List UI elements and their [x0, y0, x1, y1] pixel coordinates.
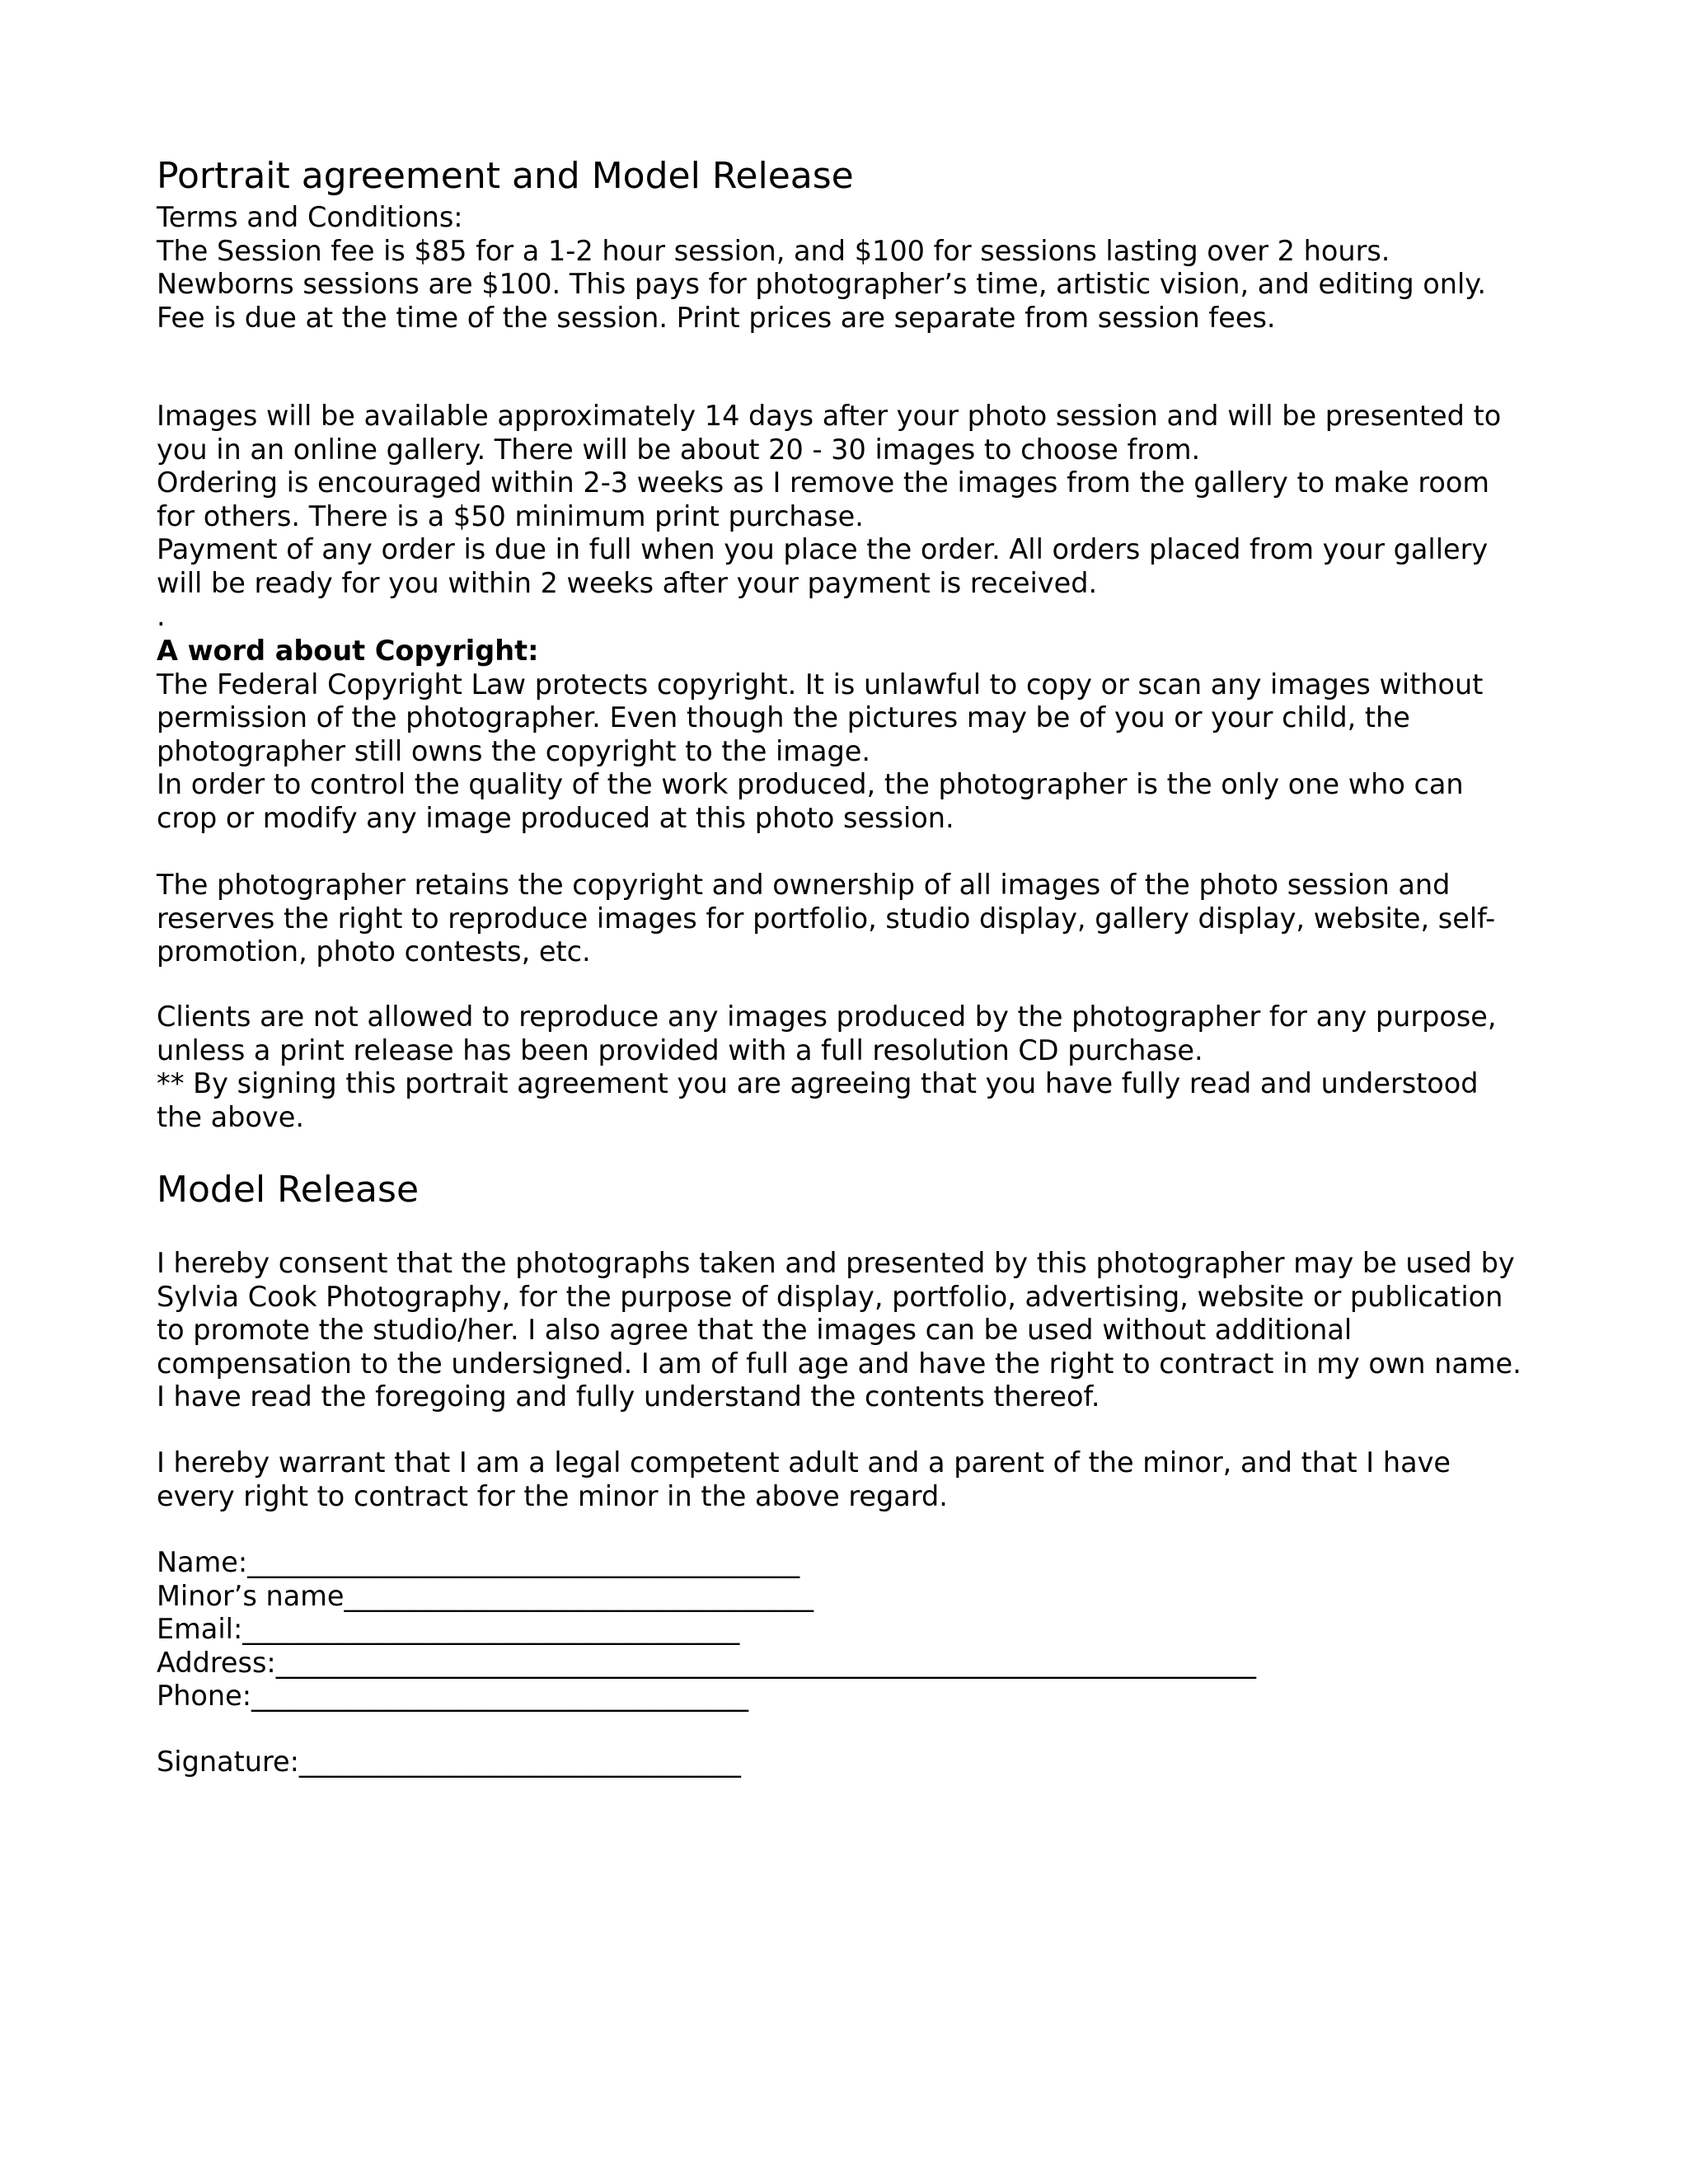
warrant-line: every right to contract for the minor in the above regard. [157, 1479, 948, 1512]
retains-line: promotion, photo contests, etc. [157, 935, 591, 968]
retains-line: The photographer retains the copyright and ownership of all images of the photo session and [157, 869, 1451, 901]
retains-line: reserves the right to reproduce images for portfolio, studio display, gallery display, website, self- [157, 902, 1496, 935]
consent-section [157, 1247, 1522, 1414]
images-line: will be ready for you within 2 weeks after your payment is received. [157, 566, 1098, 599]
consent-line: I hereby consent that the photographs taken and presented by this photographer may be used by [157, 1247, 1515, 1279]
images-line: Images will be available approximately 14 days after your photo session and will be presented to [157, 400, 1502, 432]
consent-line: Sylvia Cook Photography, for the purpose of display, portfolio, advertising, website or publication [157, 1280, 1503, 1313]
consent-line: compensation to the undersigned. I am of full age and have the right to contract in my own name. [157, 1347, 1522, 1380]
terms-line: Newborns sessions are $100. This pays for photographer’s time, artistic vision, and editing only. [157, 268, 1486, 300]
copyright-heading: A word about Copyright: [157, 635, 539, 667]
clients-line: Clients are not allowed to reproduce any images produced by the photographer for any purpose, [157, 1001, 1497, 1033]
consent-line: to promote the studio/her. I also agree that the images can be used without additional [157, 1314, 1353, 1346]
clients-line: ** By signing this portrait agreement you are agreeing that you have fully read and understood [157, 1067, 1479, 1099]
images-line: Payment of any order is due in full when you place the order. All orders placed from your gallery [157, 533, 1489, 565]
warrant-section [157, 1446, 1451, 1513]
images-line: for others. There is a $50 minimum print purchase. [157, 499, 864, 532]
images-section [157, 400, 1501, 634]
images-line: you in an online gallery. There will be about 20 - 30 images to choose from. [157, 433, 1201, 466]
copyright-line: crop or modify any image produced at this photo session. [157, 801, 954, 834]
name-field[interactable]: Name:________________________________________ [157, 1546, 800, 1578]
clients-line: the above. [157, 1100, 304, 1133]
copyright-section [157, 635, 1483, 835]
terms-line: The Session fee is $85 for a 1-2 hour session, and $100 for sessions lasting over 2 hours. [157, 234, 1390, 267]
copyright-line: In order to control the quality of the work produced, the photographer is the only one who can [157, 768, 1464, 800]
images-line: . [157, 600, 166, 632]
clients-section [157, 1001, 1497, 1134]
terms-section [157, 201, 1486, 335]
copyright-line: The Federal Copyright Law protects copyright. It is unlawful to copy or scan any images without [157, 668, 1484, 701]
signature-field[interactable]: Signature:________________________________ [157, 1746, 741, 1778]
copyright-line: photographer still owns the copyright to the image. [157, 734, 870, 767]
minor-name-field[interactable]: Minor’s name__________________________________ [157, 1579, 814, 1612]
retains-section [157, 869, 1495, 969]
consent-line: I have read the foregoing and fully understand the contents thereof. [157, 1380, 1100, 1413]
model-release-heading: Model Release [157, 1169, 420, 1211]
clients-line: unless a print release has been provided with a full resolution CD purchase. [157, 1033, 1203, 1066]
warrant-line: I hereby warrant that I am a legal competent adult and a parent of the minor, and that I have [157, 1446, 1451, 1479]
email-field[interactable]: Email:____________________________________ [157, 1613, 740, 1645]
document-title: Portrait agreement and Model Release [157, 155, 854, 197]
signup-fields [157, 1546, 1256, 1713]
copyright-line: permission of the photographer. Even though the pictures may be of you or your child, the [157, 701, 1410, 733]
images-line: Ordering is encouraged within 2-3 weeks as I remove the images from the gallery to make room [157, 466, 1490, 499]
phone-field[interactable]: Phone:____________________________________ [157, 1680, 749, 1712]
signature-block [157, 1746, 741, 1779]
address-field[interactable]: Address:_______________________________________________________________________ [157, 1646, 1256, 1679]
terms-line: Fee is due at the time of the session. Print prices are separate from session fees. [157, 301, 1276, 334]
terms-heading: Terms and Conditions: [157, 201, 463, 233]
